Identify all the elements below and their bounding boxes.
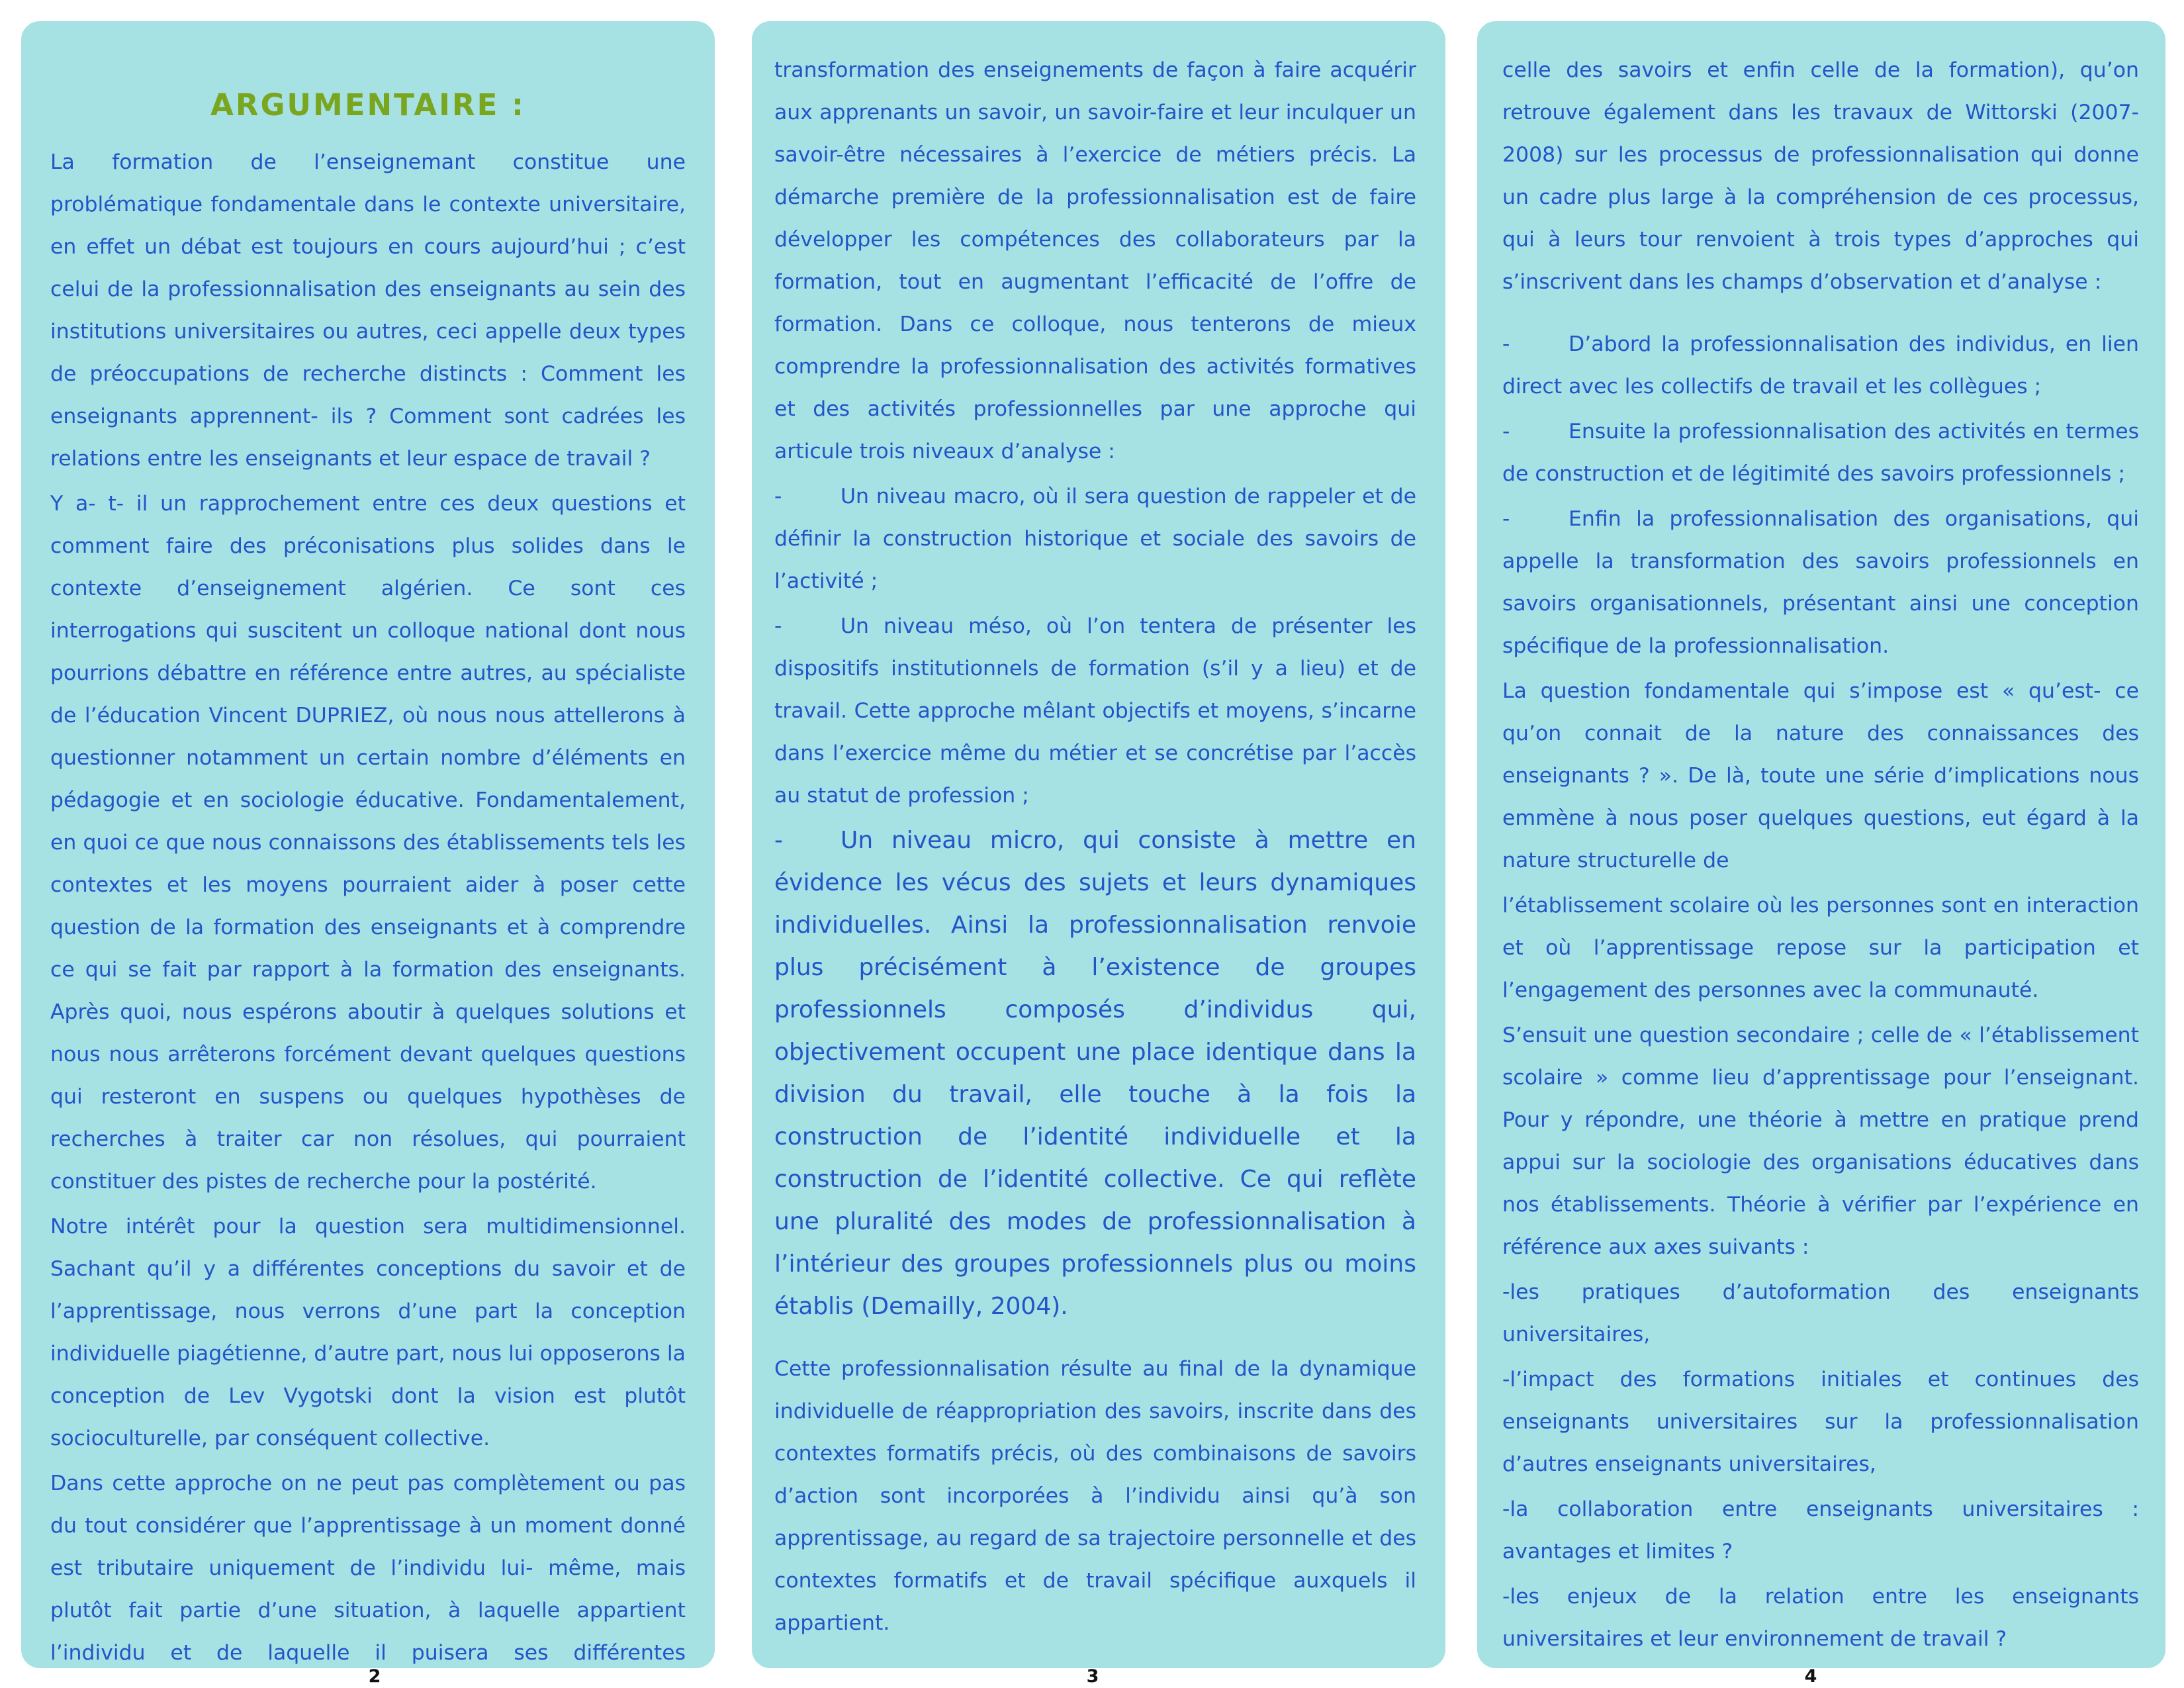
bullet-dash: - (774, 614, 782, 638)
bullet-text: Un niveau macro, où il sera question de rappeler et de définir la construction historique et sociale des savoirs de l’activité ; (774, 485, 1416, 593)
paragraph: celle des savoirs et enfin celle de la formation), qu’on retrouve également dans les travaux de Wittorski (2007-2008) sur les processus de professionnalisation qui donne un cadre plus large à la compréhension de ces processus, qui à leurs tour renvoient à trois types d’approches qui s’inscrivent dans les champs d’observation et d’analyse : (1502, 58, 2139, 294)
column-page-2 (21, 21, 715, 1668)
paragraph: La formation de l’enseignemant constitue une problématique fondamentale dans le contexte universitaire, en effet un débat est toujours en cours aujourd’hui ; c’est celui de la professionnalisation des enseignants au sein des institutions universitaires ou autres, ceci appelle deux types de préoccupations de recherche distincts : Comment les enseignants apprennent- ils ? Comment sont cadrées les relations entre les enseignants et leur espace de travail ? (50, 150, 686, 471)
axis-item: -les pratiques d’autoformation des enseignants universitaires, (1502, 1280, 2139, 1346)
paragraph: La question fondamentale qui s’impose est « qu’est- ce qu’on connait de la nature des connaissances des enseignants ? ». De là, toute une série d’implications nous emmène à nous poser quelques questions, eut égard à la nature structurelle de (1502, 679, 2139, 872)
page-number: 3 (1086, 1666, 1099, 1687)
bullet-text: Enfin la professionnalisation des organisations, qui appelle la transformation des savoirs professionnels en savoirs organisationnels, présentant ainsi une conception spécifique de la professionnalisation. (1502, 507, 2139, 658)
bullet-dash: - (774, 827, 783, 854)
paragraph: Dans cette approche on ne peut pas complètement ou pas du tout considérer que l’apprentissage à un moment donné est tributaire uniquement de l’individu lui- même, mais plutôt fait partie d’une situation, à laquelle appartient l’individu et de laquelle il puisera ses différentes (50, 1472, 686, 1665)
bullet-text: Ensuite la professionnalisation des activités en termes de construction et de légitimité des savoirs professionnels ; (1502, 420, 2139, 486)
bullet-item (774, 605, 1416, 817)
column-page-4 (1477, 21, 2165, 1668)
bullet-item (1502, 498, 2139, 667)
column-page-3 (752, 21, 1445, 1668)
section-title: ARGUMENTAIRE : (210, 87, 525, 122)
bullet-item (1502, 410, 2139, 495)
bullet-text: Un niveau micro, qui consiste à mettre en évidence les vécus des sujets et leurs dynamiques individuelles. Ainsi la professionnalisation renvoie plus précisément à l’existence de groupes professionnels composés d’individus qui, objectivement occupent une place identique dans la division du travail, elle touche à la fois la construction de l’identité individuelle et la construction de l’identité collective. Ce qui reflète une pluralité des modes de professionnalisation à l’intérieur des groupes professionnels plus ou moins établis (Demailly, 2004). (774, 827, 1416, 1320)
bullet-item (1502, 323, 2139, 408)
bullet-dash: - (1502, 420, 1510, 444)
paragraph: transformation des enseignements de façon à faire acquérir aux apprenants un savoir, un savoir-faire et leur inculquer un savoir-être nécessaires à l’exercice de métiers précis. La démarche première de la professionnalisation est de faire développer les compétences des collaborateurs par la formation, tout en augmentant l’efficacité de l’offre de formation. Dans ce colloque, nous tenterons de mieux comprendre la professionnalisation des activités formatives et des activités professionnelles par une approche qui articule trois niveaux d’analyse : (774, 58, 1416, 463)
bullet-dash: - (1502, 332, 1510, 356)
paragraph: Notre intérêt pour la question sera multidimensionnel. Sachant qu’il y a différentes conceptions du savoir et de l’apprentissage, nous verrons d’une part la conception individuelle piagétienne, d’autre part, nous lui opposerons la conception de Lev Vygotski dont la vision est plutôt socioculturelle, par conséquent collective. (50, 1215, 686, 1450)
paragraph: Y a- t- il un rapprochement entre ces deux questions et comment faire des préconisations plus solides dans le contexte d’enseignement algérien. Ce sont ces interrogations qui suscitent un colloque national dont nous pourrions débattre en référence entre autres, au spécialiste de l’éducation Vincent DUPRIEZ, où nous nous attellerons à questionner notamment un certain nombre d’éléments en pédagogie et en sociologie éducative. Fondamentalement, en quoi ce que nous connaissons des établissements tels les contextes et les moyens pourraient aider à poser cette question de la formation des enseignants et à comprendre ce qui se fait par rapport à la formation des enseignants. Après quoi, nous espérons aboutir à quelques solutions et nous nous arrêterons forcément devant quelques questions qui resteront en suspens ou quelques hypothèses de recherches à traiter car non résolues, qui pourraient constituer des pistes de recherche pour la postérité. (50, 492, 686, 1194)
page-number: 2 (368, 1666, 381, 1687)
bullet-dash: - (774, 485, 782, 508)
bullet-item (774, 475, 1416, 602)
axis-item: -les enjeux de la relation entre les enseignants universitaires et leur environnement de travail ? (1502, 1585, 2139, 1651)
axis-item: -l’impact des formations initiales et continues des enseignants universitaires sur la professionnalisation d’autres enseignants universitaires, (1502, 1368, 2139, 1476)
bullet-item (774, 820, 1416, 1328)
bullet-text: D’abord la professionnalisation des individus, en lien direct avec les collectifs de travail et les collègues ; (1502, 332, 2139, 399)
paragraph: S’ensuit une question secondaire ; celle de « l’établissement scolaire » comme lieu d’apprentissage pour l’enseignant. Pour y répondre, une théorie à mettre en pratique prend appui sur la sociologie des organisations éducatives dans nos établissements. Théorie à vérifier par l’expérience en référence aux axes suivants : (1502, 1023, 2139, 1259)
page-number: 4 (1804, 1666, 1817, 1687)
paragraph: l’établissement scolaire où les personnes sont en interaction et où l’apprentissage repose sur la participation et l’engagement des personnes avec la communauté. (1502, 894, 2139, 1002)
bullet-dash: - (1502, 507, 1510, 531)
bullet-text: Un niveau méso, où l’on tentera de présenter les dispositifs institutionnels de formation (s’il y a lieu) et de travail. Cette approche mêlant objectifs et moyens, s’incarne dans l’exercice même du métier et se concrétise par l’accès au statut de profession ; (774, 614, 1416, 808)
axis-item: -la collaboration entre enseignants universitaires : avantages et limites ? (1502, 1497, 2139, 1564)
paragraph: Cette professionnalisation résulte au final de la dynamique individuelle de réappropriation des savoirs, inscrite dans des contextes formatifs précis, où des combinaisons de savoirs d’action sont incorporées à l’individu ainsi qu’à son apprentissage, au regard de sa trajectoire personnelle et des contextes formatifs et de travail spécifique auxquels il appartient. (774, 1357, 1416, 1635)
